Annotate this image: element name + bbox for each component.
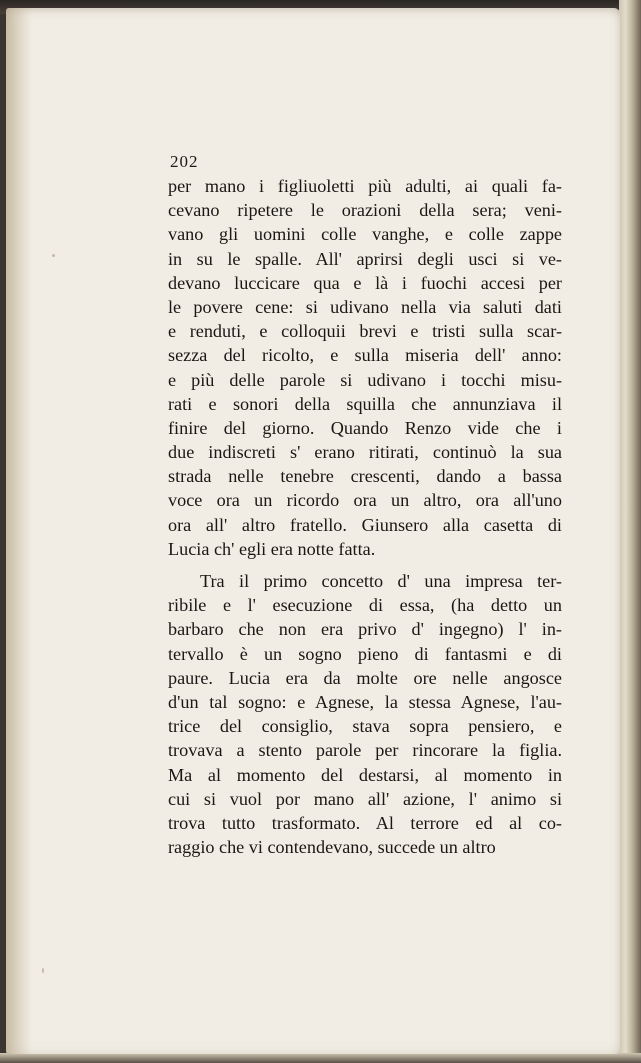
page-number: 202 xyxy=(170,152,199,171)
text-line: e renduti, e colloquii brevi e tristi sulla scar- xyxy=(168,321,562,342)
text-line: trova tutto trasformato. Al terrore ed al co- xyxy=(168,812,562,833)
text-line: tervallo è un sogno pieno di fantasmi e di xyxy=(168,643,562,664)
text-line: finire del giorno. Quando Renzo vide che i xyxy=(168,417,562,438)
text-line: barbaro che non era privo d' ingegno) l' in- xyxy=(168,619,562,640)
text-line: cevano ripetere le orazioni della sera; veni- xyxy=(168,200,562,221)
text-line: devano luccicare qua e là i fuochi accesi per xyxy=(168,272,562,293)
paper-speck xyxy=(42,968,44,973)
text-line: e più delle parole si udivano i tocchi misu- xyxy=(168,369,562,390)
text-line: Lucia ch' egli era notte fatta. xyxy=(168,538,376,559)
paper-speck xyxy=(52,254,55,257)
text-line: trovava a stento parole per rincorare la figlia. xyxy=(168,740,562,761)
text-line: voce ora un ricordo ora un altro, ora all'uno xyxy=(168,490,562,511)
text-line: sezza del ricolto, e sulla miseria dell' anno: xyxy=(168,345,562,366)
book-fore-edge xyxy=(619,0,641,1063)
text-line: d'un tal sogno: e Agnese, la stessa Agnese, l'au- xyxy=(168,691,562,712)
text-line: trice del consiglio, stava sopra pensiero, e xyxy=(168,716,562,737)
text-line: le povere cene: si udivano nella via saluti dati xyxy=(168,296,562,317)
text-line: strada nelle tenebre crescenti, dando a bassa xyxy=(168,466,562,487)
text-line: ora all' altro fratello. Giunsero alla casetta di xyxy=(168,514,562,535)
text-line: in su le spalle. All' aprirsi degli usci si ve- xyxy=(168,248,562,269)
paragraph xyxy=(168,174,562,561)
paragraph xyxy=(168,569,562,859)
paragraph-gap xyxy=(168,561,562,569)
text-line: cui si vuol por mano all' azione, l' animo si xyxy=(168,788,562,809)
body-text xyxy=(168,174,562,859)
text-line: paure. Lucia era da molte ore nelle angosce xyxy=(168,667,562,688)
text-line: raggio che vi contendevano, succede un altro xyxy=(168,837,496,858)
text-line: vano gli uomini colle vanghe, e colle zappe xyxy=(168,224,562,245)
text-line: Tra il primo concetto d' una impresa ter- xyxy=(200,571,562,591)
book-bottom-edge xyxy=(0,1053,641,1063)
text-line: per mano i figliuoletti più adulti, ai quali fa- xyxy=(168,176,562,196)
text-line: due indiscreti s' erano ritirati, continuò la sua xyxy=(168,442,562,463)
text-line: Ma al momento del destarsi, al momento in xyxy=(168,764,562,785)
text-line: rati e sonori della squilla che annunziava il xyxy=(168,393,562,414)
text-line: ribile e l' esecuzione di essa, (ha detto un xyxy=(168,595,562,616)
